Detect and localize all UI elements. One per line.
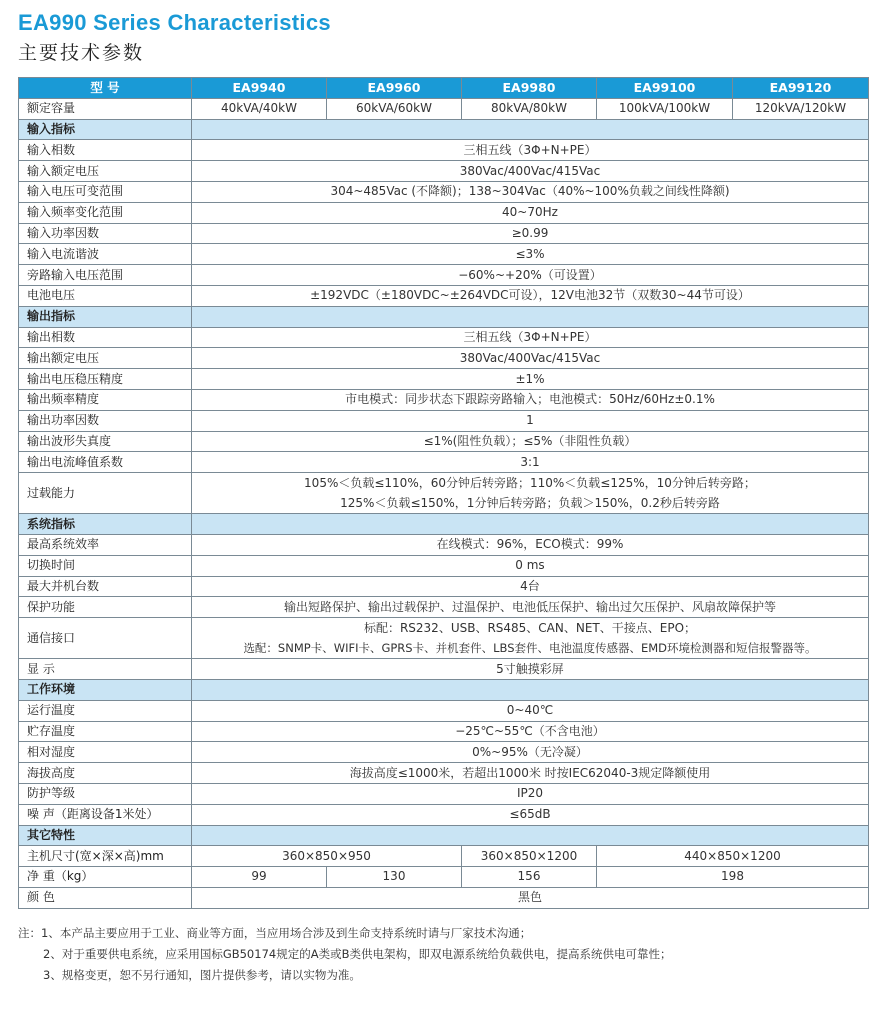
row-value: −60%~+20%（可设置） [192, 265, 869, 286]
row-value: 99 [192, 867, 327, 888]
model-ea99100: EA99100 [597, 78, 733, 99]
row-value: 0 ms [192, 555, 869, 576]
row-value: 市电模式：同步状态下跟踪旁路输入；电池模式：50Hz/60Hz±0.1% [192, 389, 869, 410]
row-value: 100kVA/100kW [597, 98, 733, 119]
table-row [19, 181, 869, 202]
row-value: 海拔高度≤1000米，若超出1000米 时按IEC62040-3规定降额使用 [192, 763, 869, 784]
row-label: 通信接口 [19, 618, 192, 659]
section-header-input [19, 119, 869, 140]
row-label: 输出电流峰值系数 [19, 452, 192, 473]
row-value: 三相五线（3Φ+N+PE） [192, 327, 869, 348]
row-value: 80kVA/80kW [462, 98, 597, 119]
model-ea9940: EA9940 [192, 78, 327, 99]
row-value: 5寸触摸彩屏 [192, 659, 869, 680]
row-value: 1 [192, 410, 869, 431]
section-title: 工作环境 [19, 679, 192, 700]
section-title: 输出指标 [19, 306, 192, 327]
footnote-3: 3、规格变更，恕不另行通知，图片提供参考，请以实物为准。 [43, 968, 361, 982]
row-label: 旁路输入电压范围 [19, 265, 192, 286]
row-label: 贮存温度 [19, 721, 192, 742]
table-row [19, 534, 869, 555]
row-label: 相对湿度 [19, 742, 192, 763]
model-ea9960: EA9960 [327, 78, 462, 99]
comm-line-2: 选配：SNMP卡、WIFI卡、GPRS卡、并机套件、LBS套件、电池温度传感器、EMD环境检测器和短信报警器等。 [243, 641, 817, 656]
row-value: 120kVA/120kW [733, 98, 869, 119]
table-row [19, 659, 869, 680]
row-value: ±1% [192, 369, 869, 390]
row-label: 输入电流谐波 [19, 244, 192, 265]
row-label: 过载能力 [19, 473, 192, 514]
table-row [19, 285, 869, 306]
page-subtitle: 主要技术参数 [18, 42, 145, 64]
table-row [19, 265, 869, 286]
spec-table [18, 77, 869, 909]
row-label: 切换时间 [19, 555, 192, 576]
table-row [19, 348, 869, 369]
table-row [19, 223, 869, 244]
table-row [19, 244, 869, 265]
table-row [19, 202, 869, 223]
row-value: ±192VDC（±180VDC~±264VDC可设），12V电池32节（双数30~44节可设） [192, 285, 869, 306]
row-value: 40~70Hz [192, 202, 869, 223]
row-value: IP20 [192, 783, 869, 804]
section-header-other [19, 825, 869, 846]
table-row-overload [19, 473, 869, 514]
footnote-1: 注：1、本产品主要应用于工业、商业等方面，当应用场合涉及到生命支持系统时请与厂家技术沟通； [18, 926, 532, 940]
table-row [19, 742, 869, 763]
row-label: 电池电压 [19, 285, 192, 306]
table-row [19, 804, 869, 825]
row-value: 三相五线（3Φ+N+PE） [192, 140, 869, 161]
row-label: 输入功率因数 [19, 223, 192, 244]
table-row [19, 161, 869, 182]
row-label: 输入额定电压 [19, 161, 192, 182]
table-row [19, 721, 869, 742]
row-value: 输出短路保护、输出过载保护、过温保护、电池低压保护、输出过欠压保护、风扇故障保护等 [192, 597, 869, 618]
row-label: 输入频率变化范围 [19, 202, 192, 223]
section-title: 系统指标 [19, 514, 192, 535]
model-header-label: 型 号 [19, 78, 192, 99]
table-row-comm [19, 618, 869, 659]
row-value: 60kVA/60kW [327, 98, 462, 119]
row-value: 130 [327, 867, 462, 888]
row-label: 颜 色 [19, 887, 192, 908]
row-label: 显 示 [19, 659, 192, 680]
table-header-row [19, 78, 869, 99]
model-ea9980: EA9980 [462, 78, 597, 99]
row-label: 最大并机台数 [19, 576, 192, 597]
row-label: 防护等级 [19, 783, 192, 804]
row-label: 噪 声（距离设备1米处） [19, 804, 192, 825]
model-ea99120: EA99120 [733, 78, 869, 99]
row-value: ≤1%(阻性负载）；≤5%（非阻性负载） [192, 431, 869, 452]
table-row [19, 452, 869, 473]
row-value: 在线模式：96%，ECO模式：99% [192, 534, 869, 555]
section-title: 其它特性 [19, 825, 192, 846]
row-label: 输入相数 [19, 140, 192, 161]
row-label: 输入电压可变范围 [19, 181, 192, 202]
row-label: 海拔高度 [19, 763, 192, 784]
overload-line-1: 105%＜负载≤110%，60分钟后转旁路；110%＜负载≤125%，10分钟后转旁路； [304, 476, 756, 491]
section-header-environment [19, 679, 869, 700]
row-value: 黑色 [192, 887, 869, 908]
table-row [19, 369, 869, 390]
table-row [19, 597, 869, 618]
table-row [19, 763, 869, 784]
row-value: 380Vac/400Vac/415Vac [192, 161, 869, 182]
row-value: 4台 [192, 576, 869, 597]
table-row [19, 431, 869, 452]
table-row [19, 389, 869, 410]
row-value: 360×850×950 [192, 846, 462, 867]
row-value: 440×850×1200 [597, 846, 869, 867]
table-row [19, 846, 869, 867]
row-value: 40kVA/40kW [192, 98, 327, 119]
row-label: 额定容量 [19, 98, 192, 119]
row-label: 主机尺寸(宽×深×高)mm [19, 846, 192, 867]
row-label: 输出频率精度 [19, 389, 192, 410]
table-row [19, 887, 869, 908]
row-value: 198 [597, 867, 869, 888]
section-title: 输入指标 [19, 119, 192, 140]
row-label: 输出电压稳压精度 [19, 369, 192, 390]
row-label: 输出功率因数 [19, 410, 192, 431]
row-value: −25℃~55℃（不含电池） [192, 721, 869, 742]
row-label: 输出额定电压 [19, 348, 192, 369]
row-value: ≥0.99 [192, 223, 869, 244]
row-value: ≤3% [192, 244, 869, 265]
table-row [19, 410, 869, 431]
overload-line-2: 125%＜负载≤150%，1分钟后转旁路；负载＞150%，0.2秒后转旁路 [340, 496, 720, 511]
table-row [19, 576, 869, 597]
row-label: 最高系统效率 [19, 534, 192, 555]
table-row [19, 867, 869, 888]
table-row [19, 140, 869, 161]
row-label: 输出相数 [19, 327, 192, 348]
row-label: 输出波形失真度 [19, 431, 192, 452]
table-row [19, 700, 869, 721]
row-value: 360×850×1200 [462, 846, 597, 867]
comm-line-1: 标配：RS232、USB、RS485、CAN、NET、干接点、EPO； [363, 621, 697, 636]
table-row [19, 327, 869, 348]
table-row [19, 783, 869, 804]
row-value: ≤65dB [192, 804, 869, 825]
section-header-output [19, 306, 869, 327]
row-value: 156 [462, 867, 597, 888]
row-label: 保护功能 [19, 597, 192, 618]
row-value: 304~485Vac (不降额)；138~304Vac（40%~100%负载之间线性降额) [192, 181, 869, 202]
row-value-multiline [192, 618, 869, 659]
row-value: 3:1 [192, 452, 869, 473]
row-value: 0~40℃ [192, 700, 869, 721]
table-row [19, 555, 869, 576]
footnotes [18, 923, 671, 986]
footnote-2: 2、对于重要供电系统，应采用国标GB50174规定的A类或B类供电架构，即双电源系统给负载供电，提高系统供电可靠性； [43, 947, 672, 961]
row-label: 净 重（kg） [19, 867, 192, 888]
row-value: 0%~95%（无冷凝） [192, 742, 869, 763]
section-header-system [19, 514, 869, 535]
row-value: 380Vac/400Vac/415Vac [192, 348, 869, 369]
row-label: 运行温度 [19, 700, 192, 721]
row-value-multiline [192, 473, 869, 514]
page-title: EA990 Series Characteristics [18, 10, 331, 35]
table-row [19, 98, 869, 119]
